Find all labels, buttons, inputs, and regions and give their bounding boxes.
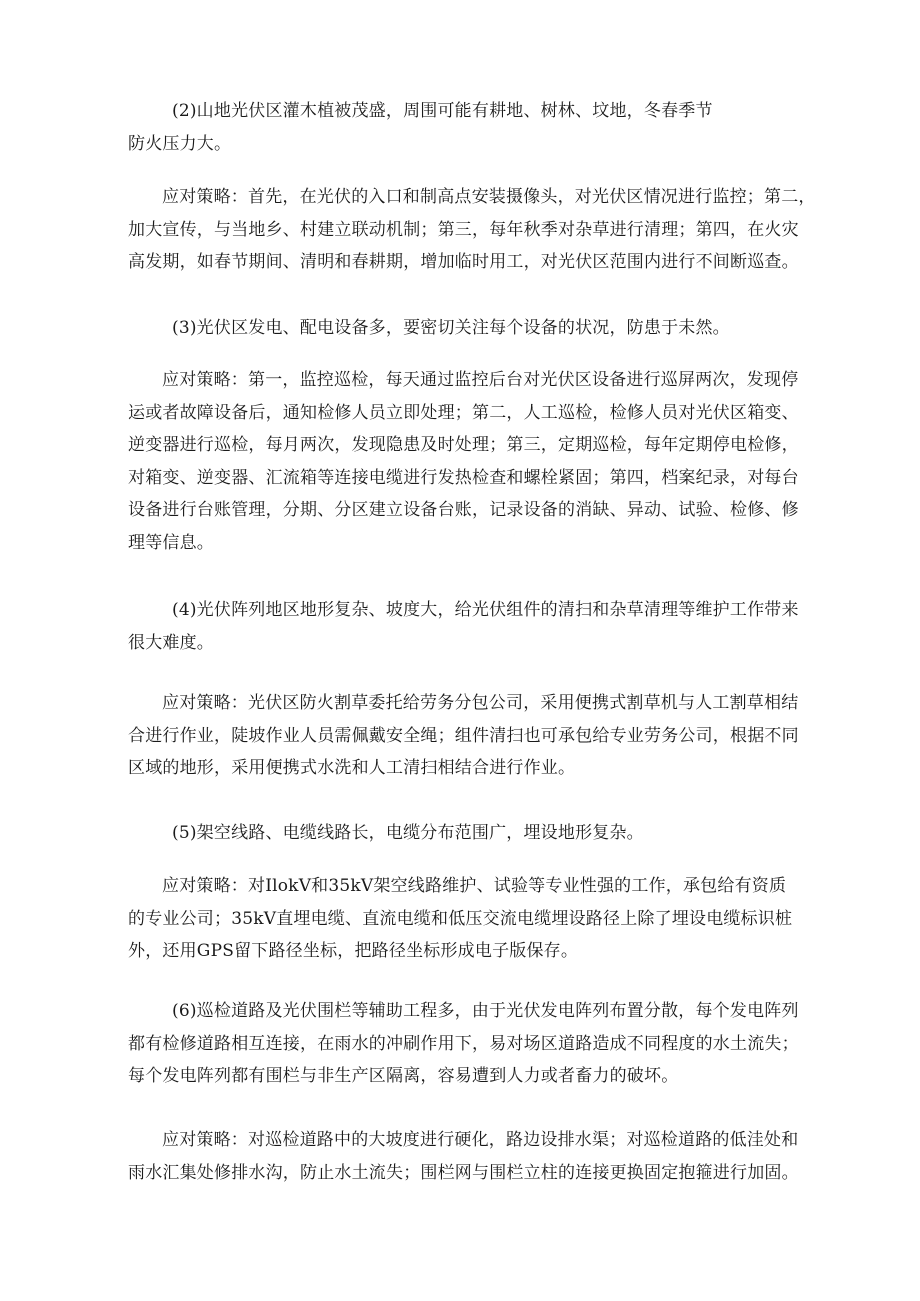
text-line: 运或者故障设备后，通知检修人员立即处理；第二，人工巡检，检修人员对光伏区箱变、 xyxy=(128,402,799,423)
text-line: 对箱变、逆变器、汇流箱等连接电缆进行发热检查和螺栓紧固；第四，档案纪录，对每台 xyxy=(128,467,799,488)
paragraph-strategy-5 xyxy=(128,870,818,968)
text-line: 防火压力大。 xyxy=(128,133,232,154)
text-line: 应对策略：对巡检道路中的大坡度进行硬化，路边设排水渠；对巡检道路的低洼处和 xyxy=(162,1130,799,1150)
text-line: 合进行作业，陡坡作业人员需佩戴安全绳；组件清扫也可承包给专业劳务公司，根据不同 xyxy=(128,725,799,746)
paragraph-item-3-heading xyxy=(128,312,818,345)
text-line: (4)光伏阵列地区地形复杂、坡度大，给光伏组件的清扫和杂草清理等维护工作带来 xyxy=(172,600,799,620)
text-line: 应对策略：第一，监控巡检，每天通过监控后台对光伏区设备进行巡屏两次，发现停 xyxy=(162,370,799,390)
paragraph-strategy-4 xyxy=(128,687,818,785)
text-line: 高发期，如春节期间、清明和春耕期，增加临时用工，对光伏区范围内进行不间断巡查。 xyxy=(128,252,799,272)
text-line: (6)巡检道路及光伏围栏等辅助工程多，由于光伏发电阵列布置分散，每个发电阵列 xyxy=(172,1001,799,1021)
text-line: (3)光伏区发电、配电设备多，要密切关注每个设备的状况，防患于未然。 xyxy=(172,318,730,338)
paragraph-item-4-heading xyxy=(128,594,818,659)
text-line: 逆变器进行巡检，每月两次，发现隐患及时处理；第三，定期巡检，每年定期停电检修， xyxy=(128,435,799,455)
text-line: 外，还用GPS留下路径坐标，把路径坐标形成电子版保存。 xyxy=(128,941,579,961)
text-line: 雨水汇集处修排水沟，防止水土流失；围栏网与围栏立柱的连接更换固定抱箍进行加固。 xyxy=(128,1162,799,1183)
paragraph-item-6-heading xyxy=(128,995,818,1093)
text-line: 设备进行台账管理，分期、分区建立设备台账，记录设备的消缺、异动、试验、检修、修 xyxy=(128,500,799,520)
text-line: 很大难度。 xyxy=(128,632,214,653)
text-line: 的专业公司；35kV直埋电缆、直流电缆和低压交流电缆埋设路径上除了埋设电缆标识桩 xyxy=(128,908,793,929)
paragraph-strategy-3 xyxy=(128,364,818,559)
text-line: 理等信息。 xyxy=(128,532,214,553)
text-line: (2)山地光伏区灌木植被茂盛，周围可能有耕地、树林、坟地，冬春季节 xyxy=(172,101,713,121)
paragraph-item-5-heading xyxy=(128,817,818,850)
text-line: 应对策略：光伏区防火割草委托给劳务分包公司，采用便携式割草机与人工割草相结 xyxy=(162,693,799,713)
paragraph-strategy-6 xyxy=(128,1124,818,1189)
paragraph-item-2-heading xyxy=(128,95,818,160)
paragraph-strategy-2 xyxy=(128,181,818,279)
text-line: 区域的地形，采用便携式水洗和人工清扫相结合进行作业。 xyxy=(128,758,576,778)
text-line: 应对策略：首先，在光伏的入口和制高点安装摄像头，对光伏区情况进行监控；第二， xyxy=(162,187,816,207)
text-line: 都有检修道路相互连接，在雨水的冲刷作用下，易对场区道路造成不同程度的水土流失； xyxy=(128,1033,799,1054)
text-line: 加大宣传，与当地乡、村建立联动机制；第三，每年秋季对杂草进行清理；第四，在火灾 xyxy=(128,219,799,240)
text-line: 每个发电阵列都有围栏与非生产区隔离，容易遭到人力或者畜力的破坏。 xyxy=(128,1066,679,1086)
text-line: (5)架空线路、电缆线路长，电缆分布范围广，埋设地形复杂。 xyxy=(172,823,644,843)
text-line: 应对策略：对IlokV和35kV架空线路维护、试验等专业性强的工作，承包给有资质 xyxy=(162,876,787,896)
